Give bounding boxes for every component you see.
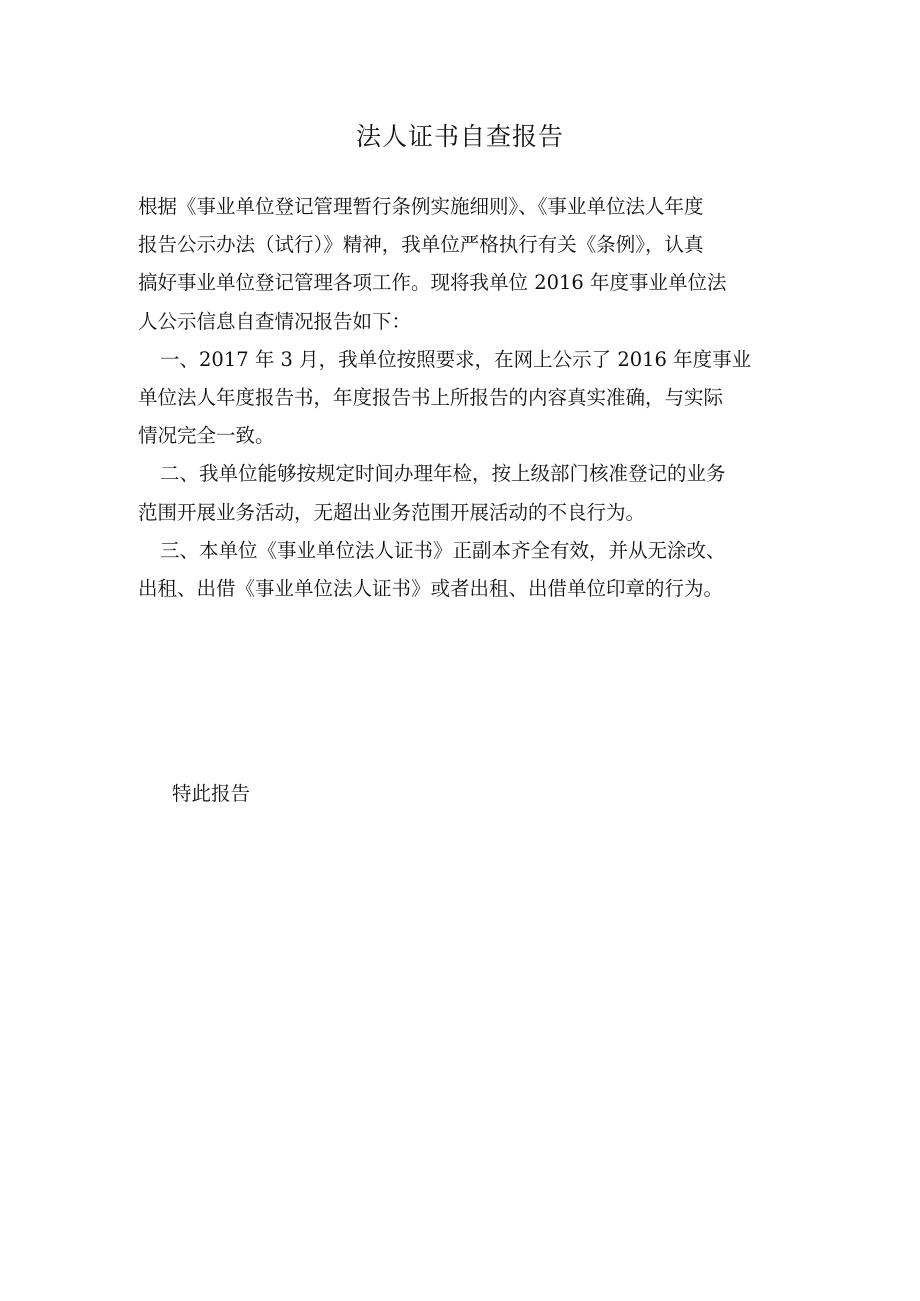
- document-body: [138, 188, 788, 608]
- paragraph-item-1: [138, 341, 788, 456]
- paragraph-item-2: [138, 455, 788, 531]
- text-line: 搞好事业单位登记管理各项工作。现将我单位 2016 年度事业单位法: [138, 271, 727, 295]
- document-title: 法人证书自查报告: [355, 122, 564, 151]
- paragraph-intro: [138, 188, 788, 341]
- text-line: 一、2017 年 3 月，我单位按照要求，在网上公示了 2016 年度事业: [160, 347, 752, 371]
- text-line: 单位法人年度报告书，年度报告书上所报告的内容真实准确，与实际: [138, 385, 724, 409]
- text-line: 情况完全一致。: [138, 424, 275, 448]
- closing-remark: 特此报告: [172, 782, 251, 805]
- text-line: 根据《事业单位登记管理暂行条例实施细则》、《事业单位法人年度: [138, 195, 704, 218]
- paragraph-item-3: [138, 532, 788, 608]
- text-line: 出租、出借《事业单位法人证书》或者出租、出借单位印章的行为。: [138, 576, 724, 600]
- text-line: 三、本单位《事业单位法人证书》正副本齐全有效，并从无涂改、: [160, 538, 726, 562]
- text-line: 二、我单位能够按规定时间办理年检，按上级部门核准登记的业务: [160, 462, 726, 486]
- text-line: 人公示信息自查情况报告如下：: [138, 309, 412, 333]
- text-line: 报告公示办法（试行）》精神，我单位严格执行有关《条例》，认真: [138, 233, 704, 257]
- text-line: 范围开展业务活动，无超出业务范围开展活动的不良行为。: [138, 500, 646, 524]
